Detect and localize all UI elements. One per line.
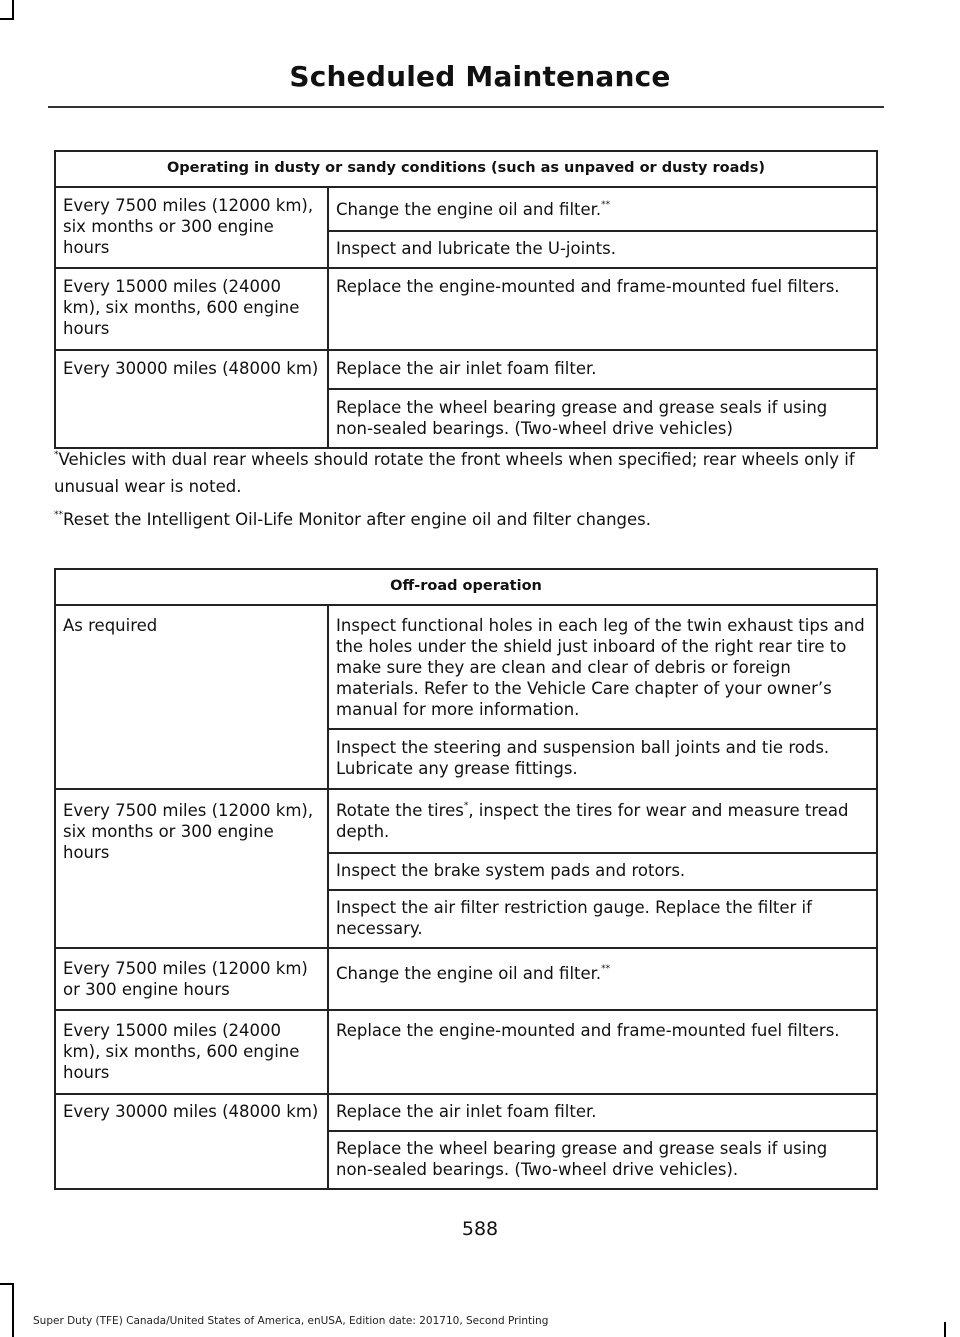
task-cell: Inspect the air filter restriction gauge. Replace the filter if necessary. [328,890,877,948]
table-row [55,268,877,350]
task-cell: Replace the engine-mounted and frame-mounted fuel filters. [328,268,877,350]
interval-cell: Every 15000 miles (24000 km), six months, 600 engine hours [55,268,328,350]
task-cell [328,948,877,1010]
table-row [55,948,877,1010]
crop-mark-bottom-left [12,1283,14,1337]
task-text: Change the engine oil and filter. [336,200,602,219]
footnote [54,506,884,533]
off-road-table [54,568,878,1190]
task-cell: Replace the wheel bearing grease and grease seals if using non-sealed bearings. (Two-wheel drive vehicles). [328,1131,877,1189]
page-number: 588 [461,1218,499,1240]
table-row [55,1010,877,1094]
crop-mark-top-left [12,0,14,20]
table-heading: Off-road operation [55,569,877,605]
footnote-text: Vehicles with dual rear wheels should rotate the front wheels when specified; rear wheels only if unusual wear is noted. [54,450,855,496]
footnotes [54,446,884,533]
footnote-mark: ** [54,509,63,520]
interval-cell: Every 7500 miles (12000 km), six months or 300 engine hours [55,187,328,268]
interval-cell: Every 7500 miles (12000 km), six months or 300 engine hours [55,789,328,948]
page-title: Scheduled Maintenance [289,60,671,93]
task-cell: Replace the wheel bearing grease and grease seals if using non-sealed bearings. (Two-wheel drive vehicles) [328,389,877,448]
crop-mark-bottom-right [944,1322,946,1337]
task-cell: Replace the air inlet foam filter. [328,350,877,389]
footnote-text: Reset the Intelligent Oil-Life Monitor after engine oil and filter changes. [63,510,651,529]
footnote-ref: * [463,800,469,811]
task-cell [328,789,877,853]
task-text: Rotate the tires [336,801,464,820]
footnote-ref: ** [601,199,611,210]
interval-cell: Every 7500 miles (12000 km) or 300 engine hours [55,948,328,1010]
task-cell: Replace the air inlet foam filter. [328,1094,877,1131]
table-row [55,605,877,729]
crop-mark-bottom-left-h [0,1283,14,1285]
table-heading: Operating in dusty or sandy conditions (such as unpaved or dusty roads) [55,151,877,187]
title-divider [48,106,884,108]
task-text: , inspect the tires for wear and measure tread depth. [336,801,849,841]
table-row [55,789,877,853]
interval-cell: Every 15000 miles (24000 km), six months, 600 engine hours [55,1010,328,1094]
task-cell: Replace the engine-mounted and frame-mounted fuel filters. [328,1010,877,1094]
task-cell [328,187,877,231]
table-row [55,187,877,231]
table-row [55,1094,877,1131]
interval-cell: As required [55,605,328,789]
footnote-mark: * [54,449,59,460]
footnote [54,446,884,500]
dusty-conditions-table [54,150,878,449]
interval-cell: Every 30000 miles (48000 km) [55,350,328,448]
edition-footer: Super Duty (TFE) Canada/United States of America, enUSA, Edition date: 201710, Second Printing [33,1315,549,1327]
task-cell: Inspect the steering and suspension ball joints and tie rods. Lubricate any grease fittings. [328,729,877,789]
task-cell: Inspect and lubricate the U-joints. [328,231,877,268]
footnote-ref: ** [601,963,611,974]
table-row [55,350,877,389]
task-text: Change the engine oil and filter. [336,964,602,983]
crop-mark-top-left-h [0,18,14,20]
interval-cell: Every 30000 miles (48000 km) [55,1094,328,1189]
task-cell: Inspect functional holes in each leg of the twin exhaust tips and the holes under the shield just inboard of the right rear tire to make sure they are clean and clear of debris or foreign materials. Refer to the Vehicle Care chapter of your owner’s manual for more information. [328,605,877,729]
task-cell: Inspect the brake system pads and rotors. [328,853,877,890]
